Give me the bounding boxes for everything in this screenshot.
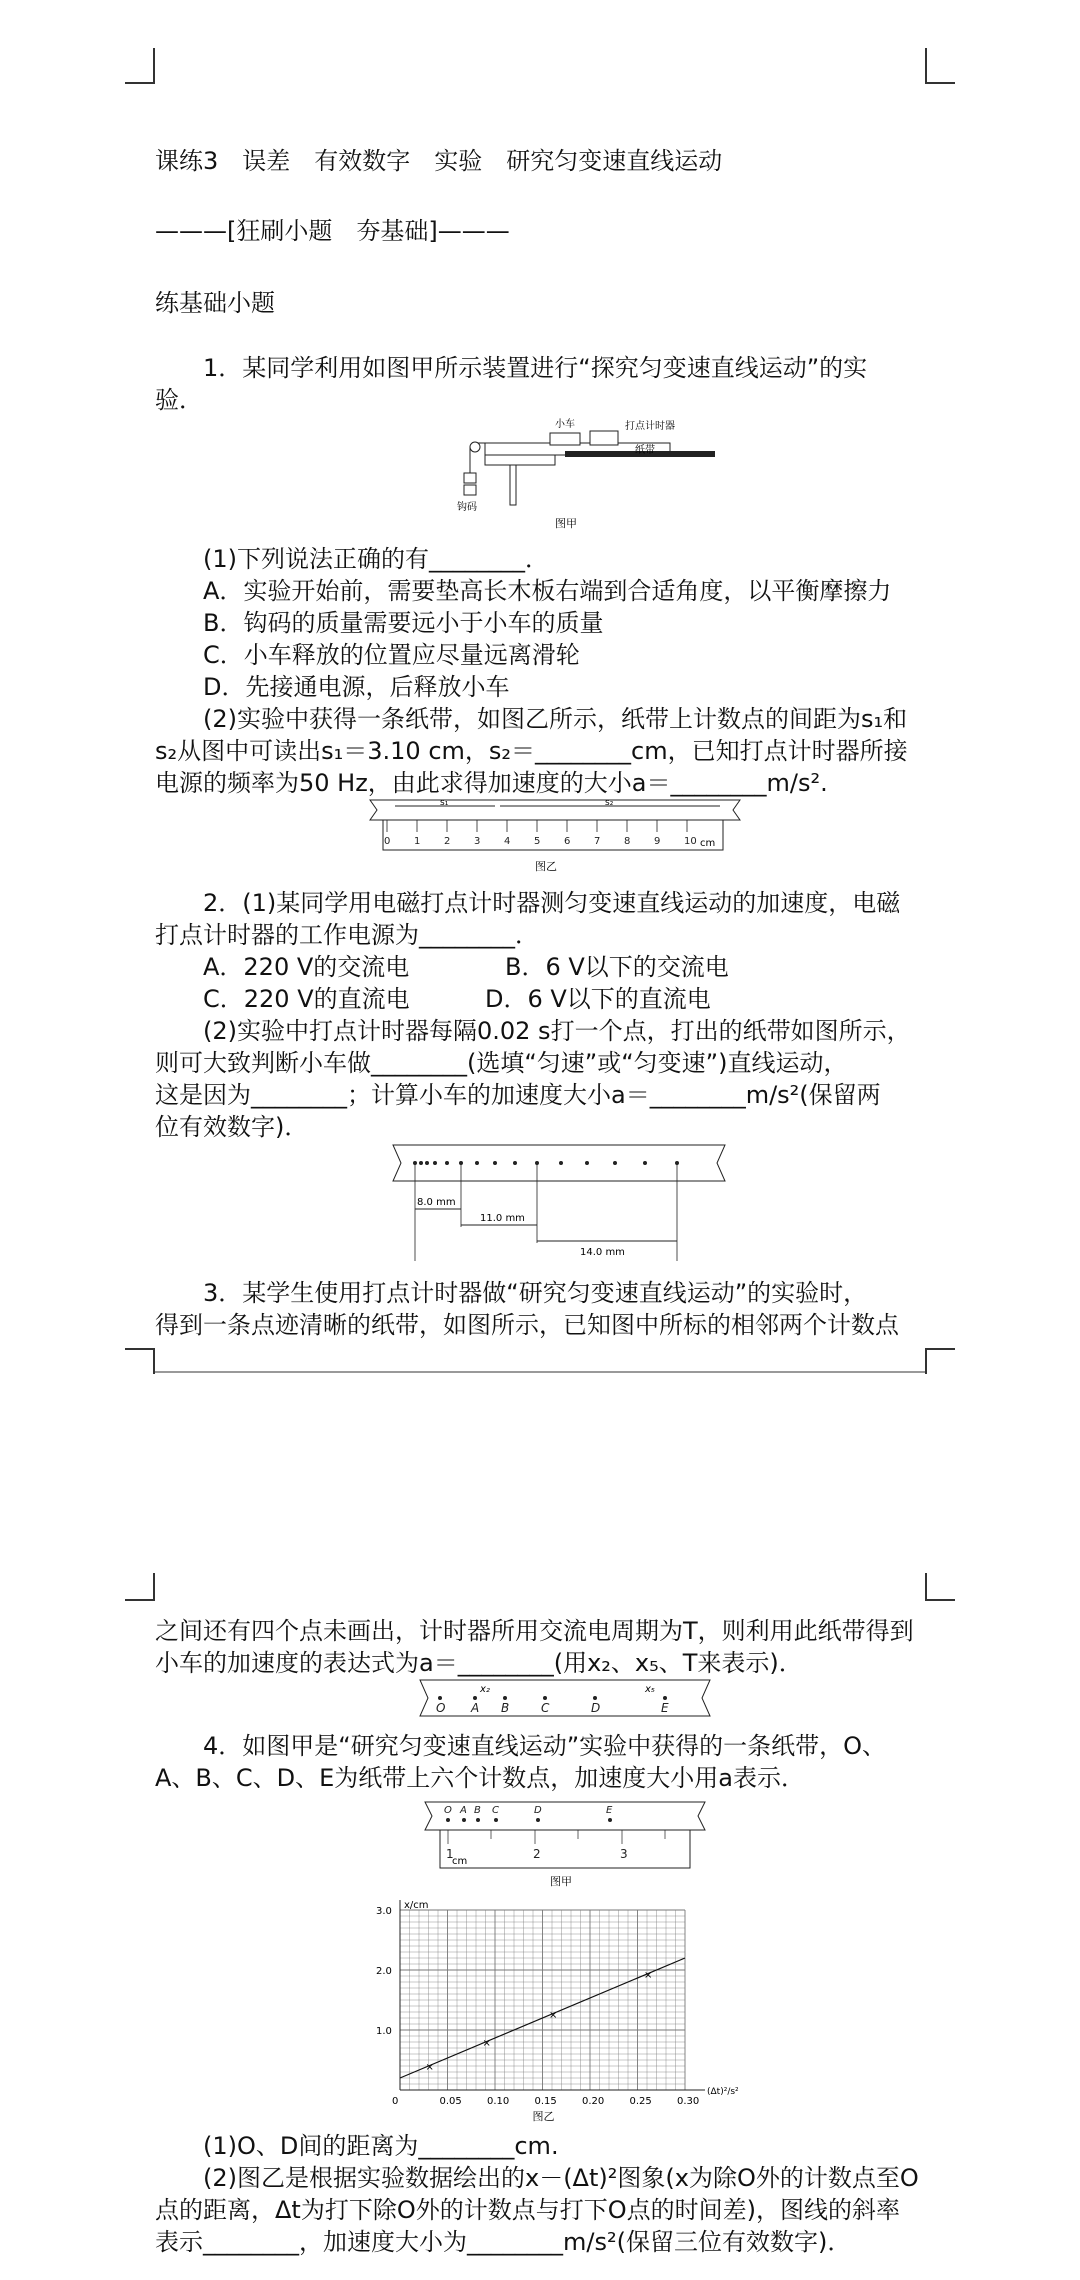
ruler-tick-label: 1 <box>446 1847 454 1861</box>
dot-tape-figure <box>385 1143 735 1263</box>
q4-part2-cont: 点的距离，Δt为打下除O外的计数点与打下O点的时间差)，图线的斜率 <box>155 2196 900 2224</box>
ruler-tick-label: 2 <box>533 1847 541 1861</box>
q2-stem: 2．(1)某同学用电磁打点计时器测匀变速直线运动的加速度，电磁 <box>203 889 901 917</box>
x-tick-label: 0.15 <box>534 2096 557 2107</box>
pulley <box>470 442 480 452</box>
tape-point <box>446 1818 450 1822</box>
x5-label: x₅ <box>645 1684 655 1695</box>
q2-part2: (2)实验中打点计时器每隔0.02 s打一个点，打出的纸带如图所示， <box>203 1017 911 1045</box>
q1-option-b: B．钩码的质量需要远小于小车的质量 <box>203 609 604 637</box>
q2-option-c: C．220 V的直流电 <box>203 985 410 1013</box>
q1-part1: (1)下列说法正确的有________． <box>203 545 549 573</box>
page-separator <box>155 1371 925 1373</box>
banner: ———[狂刷小题 夯基础]——— <box>155 217 510 245</box>
q3-stem-cont: 得到一条点迹清晰的纸带，如图所示，已知图中所标的相邻两个计数点 <box>155 1311 899 1339</box>
tape-point <box>663 1696 667 1700</box>
crop-mark <box>925 48 955 84</box>
x-tick-label: 0.20 <box>582 2096 605 2107</box>
point-label: E <box>661 1701 669 1715</box>
ruler-tick-label: 5 <box>534 836 541 847</box>
dim-label: 8.0 mm <box>417 1197 456 1208</box>
figure-caption: 图乙 <box>532 2110 555 2123</box>
q4-part2: (2)图乙是根据实验数据绘出的x－(Δt)²图象(x为除O外的计数点至O <box>203 2164 919 2192</box>
tape-label: 纸带 <box>635 445 655 456</box>
q1-stem: 1．某同学利用如图甲所示装置进行“探究匀变速直线运动”的实 <box>203 354 868 382</box>
table <box>485 455 555 465</box>
x-tick-label: 0.30 <box>677 2096 700 2107</box>
ruler-body <box>440 1830 690 1868</box>
y-tick-label: 2.0 <box>376 1966 392 1977</box>
q1-option-d: D．先接通电源，后释放小车 <box>203 673 510 701</box>
figure-caption: 图甲 <box>550 1875 572 1888</box>
tape-point <box>494 1818 498 1822</box>
q2-part2-cont: 位有效数字)． <box>155 1113 309 1141</box>
crop-mark <box>925 1573 955 1601</box>
x-tick-label: 0.25 <box>629 2096 652 2107</box>
dim-label: 11.0 mm <box>480 1213 525 1224</box>
crop-mark <box>125 48 155 84</box>
tape-point <box>503 1696 507 1700</box>
table-leg <box>510 465 516 505</box>
point-label: O <box>444 1805 452 1816</box>
weight <box>464 485 476 495</box>
s1-label: s₁ <box>440 798 449 808</box>
x-tick-label: 0.05 <box>439 2096 462 2107</box>
ruler-tick-label: 3 <box>474 836 481 847</box>
tape-point <box>543 1696 547 1700</box>
ruler-tick-label: 10 <box>684 836 697 847</box>
data-point: × <box>644 1970 653 1982</box>
data-point: × <box>549 2009 558 2021</box>
tape-point <box>608 1818 612 1822</box>
x-tick-label: 0.10 <box>487 2096 510 2107</box>
y-axis-label: x/cm <box>404 1900 429 1911</box>
weight-label: 钩码 <box>457 502 477 513</box>
q2-part2-cont: 这是因为________；计算小车的加速度大小a＝________m/s²(保留两 <box>155 1081 881 1109</box>
crop-mark <box>125 1348 155 1374</box>
point-label: A <box>460 1805 467 1816</box>
ruler-tick-label: 6 <box>564 836 571 847</box>
data-point: × <box>482 2038 491 2049</box>
tape-point <box>593 1696 597 1700</box>
ruler-unit: cm <box>452 1856 468 1867</box>
weight <box>464 473 476 483</box>
x-vs-dt2-chart <box>360 1895 760 2125</box>
q4-stem: 4．如图甲是“研究匀变速直线运动”实验中获得的一条纸带，O、 <box>203 1732 887 1760</box>
x-tick-label: 0 <box>392 2096 399 2107</box>
ruler-unit: cm <box>700 838 716 849</box>
q3-stem-cont: 之间还有四个点未画出，计时器所用交流电周期为T，则利用此纸带得到 <box>155 1617 914 1645</box>
point-label: A <box>471 1701 480 1715</box>
ruler-figure <box>365 798 745 878</box>
ruler-tick-label: 8 <box>624 836 631 847</box>
q3-tape-figure <box>410 1678 720 1723</box>
ruler-tick-label: 9 <box>654 836 661 847</box>
tape-point <box>476 1818 480 1822</box>
s2-label: s₂ <box>605 798 614 808</box>
q1-option-c: C．小车释放的位置应尽量远离滑轮 <box>203 641 580 669</box>
ruler-tick-label: 0 <box>384 836 391 847</box>
tape-point <box>462 1818 466 1822</box>
ruler-tick-label: 3 <box>620 1847 628 1861</box>
q2-option-b: B．6 V以下的交流电 <box>505 953 729 981</box>
q2-part2-cont: 则可大致判断小车做________(选填“匀速”或“匀变速”)直线运动， <box>155 1049 848 1077</box>
section-heading: 练基础小题 <box>155 289 275 317</box>
timer <box>590 431 618 445</box>
tape-point <box>438 1696 442 1700</box>
timer-label: 打点计时器 <box>625 421 675 432</box>
apparatus-figure <box>455 415 720 535</box>
tape-outline <box>370 800 740 820</box>
q1-part2-cont: s₂从图中可读出s₁＝3.10 cm，s₂＝________cm，已知打点计时器所接 <box>155 737 908 765</box>
q4-part1: (1)O、D间的距离为________cm. <box>203 2132 559 2160</box>
page-title: 课练3 误差 有效数字 实验 研究匀变速直线运动 <box>155 147 723 175</box>
q4-stem-cont: A、B、C、D、E为纸带上六个计数点，加速度大小用a表示． <box>155 1764 805 1792</box>
point-label: B <box>474 1805 481 1816</box>
q2-stem-cont: 打点计时器的工作电源为________． <box>155 921 539 949</box>
q3-stem: 3．某学生使用打点计时器做“研究匀变速直线运动”的实验时， <box>203 1279 868 1307</box>
figure-caption: 图乙 <box>535 860 557 873</box>
q1-option-a: A．实验开始前，需要垫高长木板右端到合适角度，以平衡摩擦力 <box>203 577 892 605</box>
q4-ruler-figure <box>420 1800 710 1890</box>
y-tick-label: 3.0 <box>376 1906 392 1917</box>
x-axis-label: (Δt)²/s² <box>707 2087 739 2097</box>
tape-point <box>536 1818 540 1822</box>
point-label: D <box>591 1701 601 1715</box>
crop-mark <box>125 1573 155 1601</box>
q3-stem-cont: 小车的加速度的表达式为a＝________(用x₂、x₅、T来表示)． <box>155 1649 803 1677</box>
q2-option-d: D．6 V以下的直流电 <box>485 985 711 1013</box>
point-label: B <box>501 1701 510 1715</box>
point-label: C <box>541 1701 550 1715</box>
x2-label: x₂ <box>480 1684 490 1695</box>
crop-mark <box>925 1348 955 1374</box>
data-point: × <box>425 2062 434 2073</box>
ruler-tick-label: 4 <box>504 836 511 847</box>
q2-option-a: A．220 V的交流电 <box>203 953 410 981</box>
point-label: O <box>436 1701 446 1715</box>
ruler-tick-label: 1 <box>414 836 421 847</box>
figure-caption: 图甲 <box>555 517 577 530</box>
q1-stem-cont: 验． <box>155 386 203 414</box>
tape-outline <box>425 1802 705 1830</box>
tape-point <box>473 1696 477 1700</box>
y-tick-label: 1.0 <box>376 2026 392 2037</box>
dim-label: 14.0 mm <box>580 1247 625 1258</box>
car <box>550 433 580 445</box>
q1-part2-cont: 电源的频率为50 Hz，由此求得加速度的大小a＝________m/s². <box>155 769 828 797</box>
ruler-body <box>383 820 723 850</box>
point-label: C <box>492 1805 499 1816</box>
point-label: E <box>606 1805 613 1816</box>
ruler-tick-label: 7 <box>594 836 601 847</box>
q1-part2: (2)实验中获得一条纸带，如图乙所示，纸带上计数点的间距为s₁和 <box>203 705 908 733</box>
ruler-tick-label: 2 <box>444 836 451 847</box>
q4-part2-cont: 表示________，加速度大小为________m/s²(保留三位有效数字)． <box>155 2228 852 2256</box>
point-label: D <box>534 1805 542 1816</box>
car-label: 小车 <box>555 419 575 430</box>
